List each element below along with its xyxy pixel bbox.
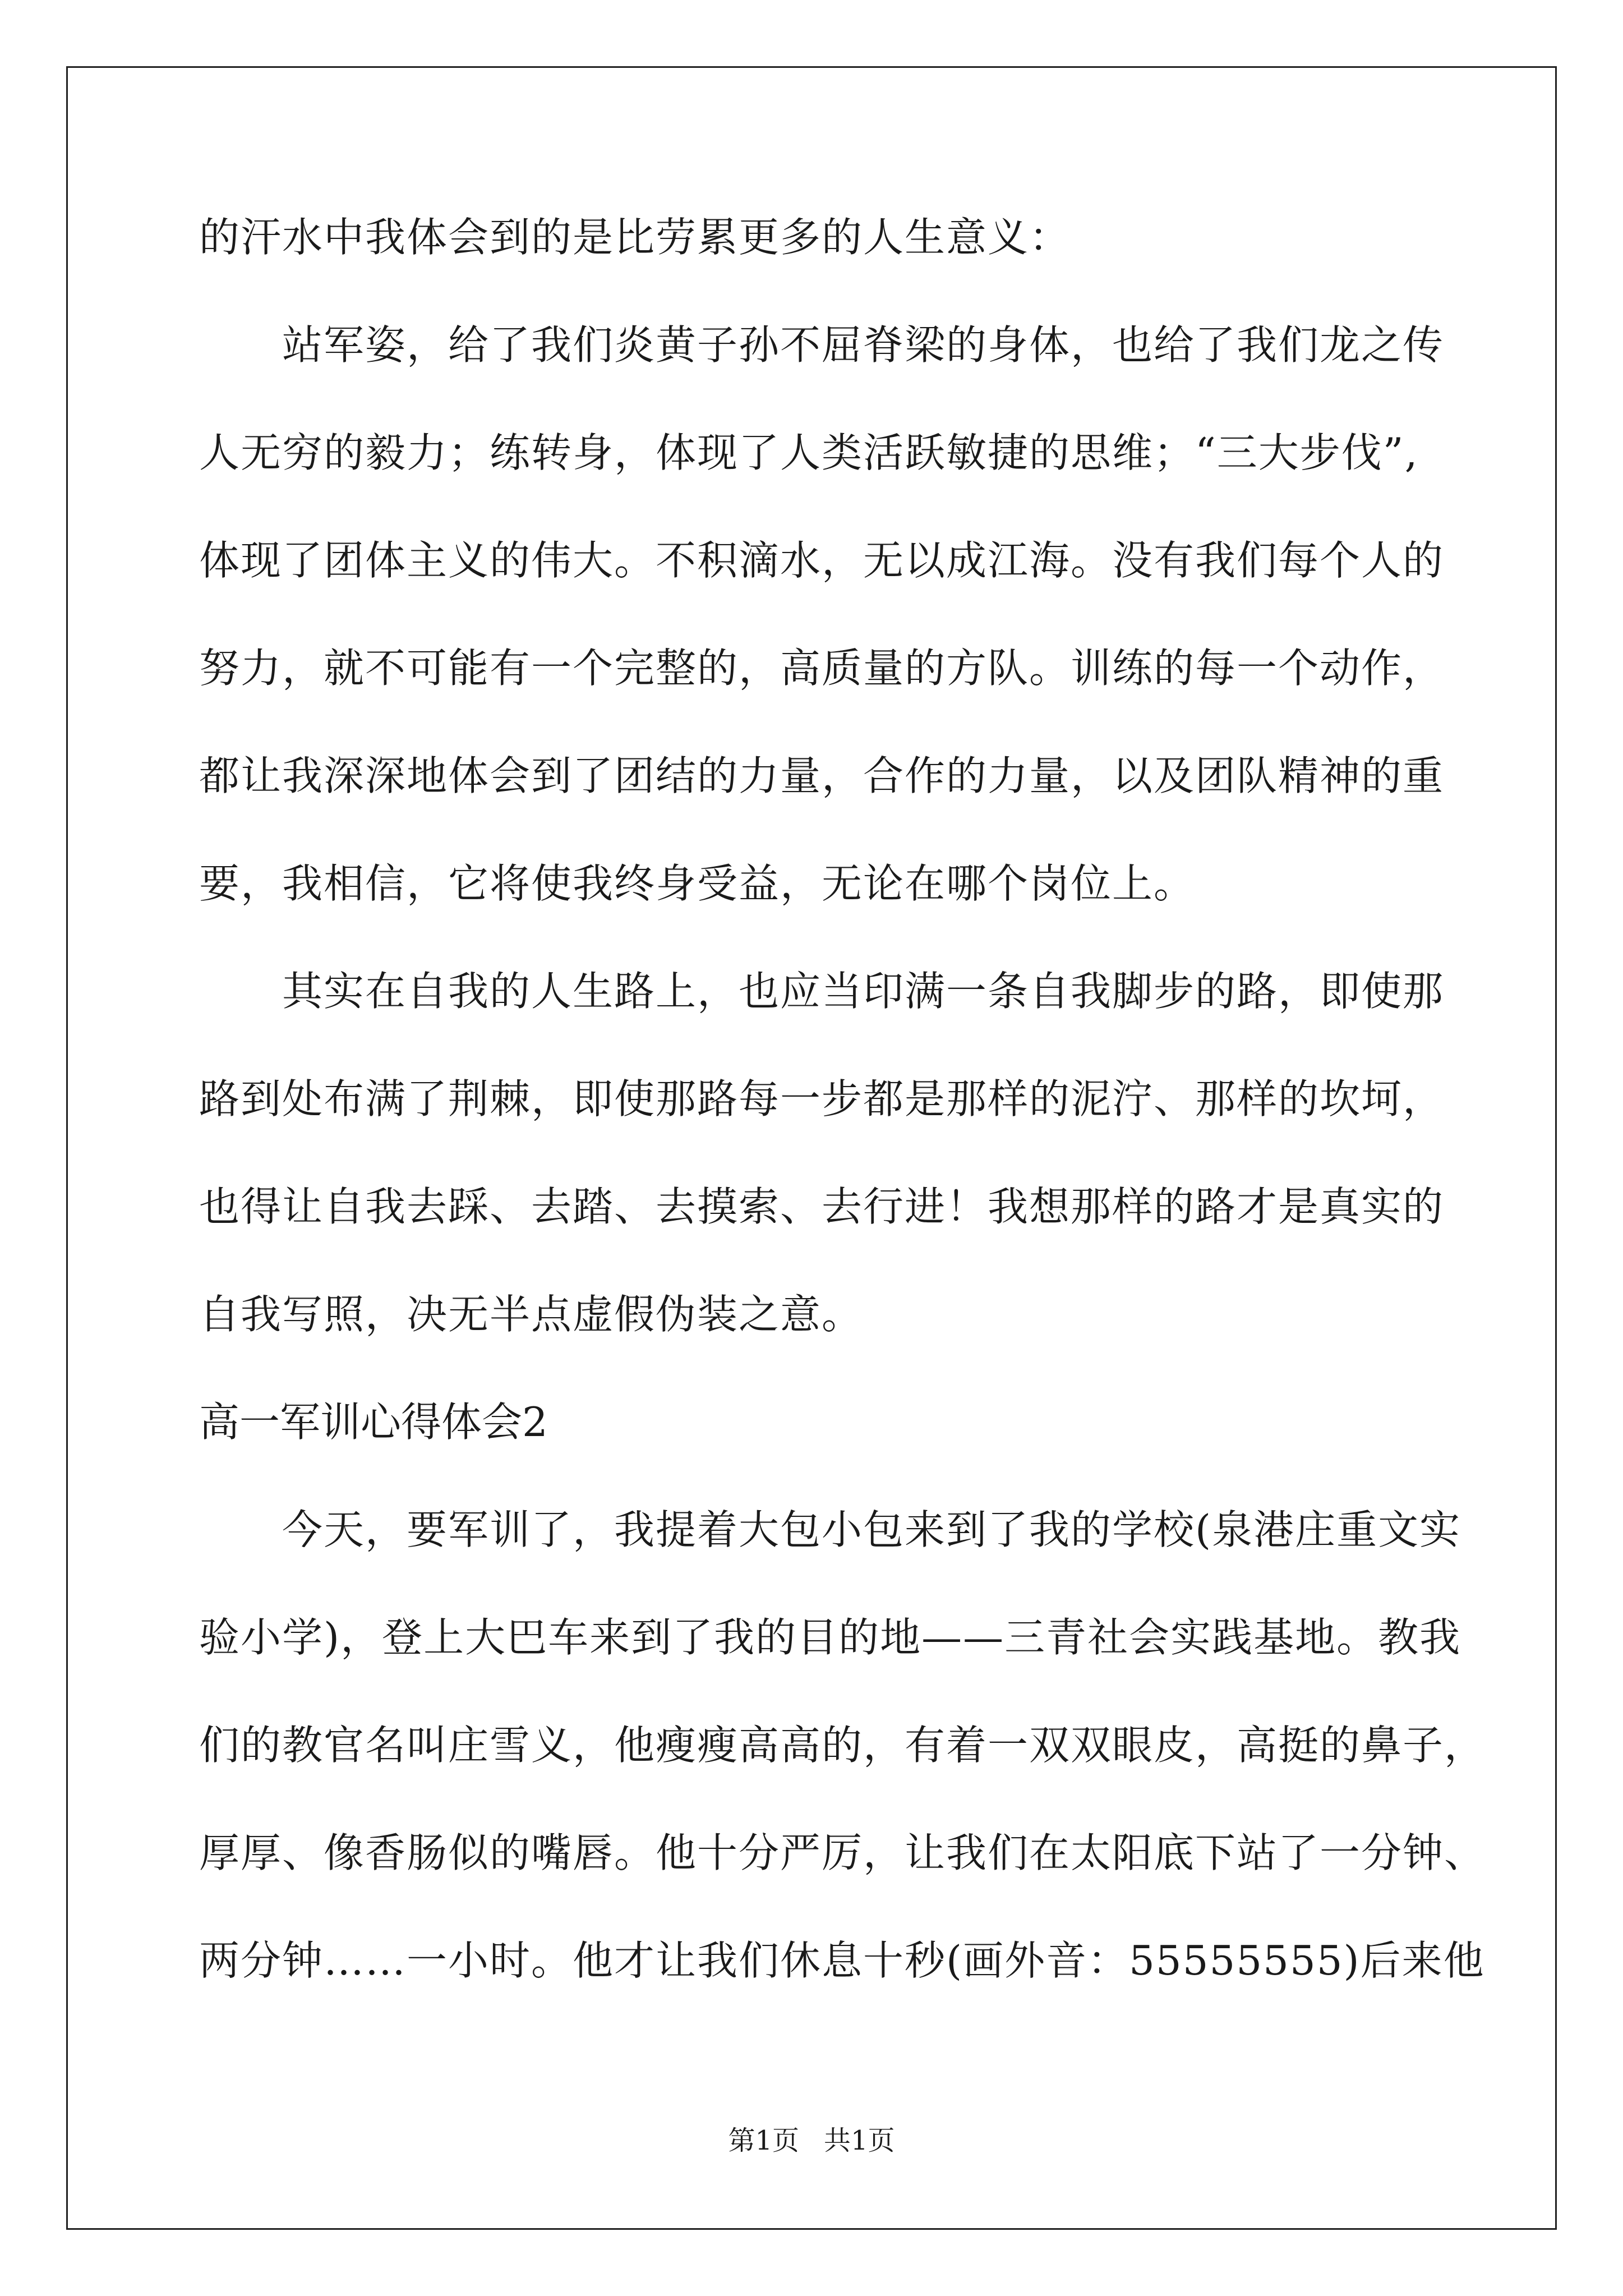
document-body	[199, 210, 1486, 2041]
paragraph-start-line: 站军姿，给了我们炎黄子孙不屈脊梁的身体，也给了我们龙之传	[282, 321, 1445, 369]
text-line: 体现了团体主义的伟大。不积滴水，无以成江海。没有我们每个人的	[199, 537, 1445, 584]
paragraph-start-line: 其实在自我的人生路上，也应当印满一条自我脚步的路，即使那	[282, 968, 1445, 1015]
text-line: 努力，就不可能有一个完整的，高质量的方队。训练的每一个动作，	[199, 645, 1445, 692]
text-line: 们的教官名叫庄雪义，他瘦瘦高高的，有着一双双眼皮，高挺的鼻子，	[199, 1722, 1486, 1769]
text-line: 厚厚、像香肠似的嘴唇。他十分严厉，让我们在太阳底下站了一分钟、	[199, 1829, 1486, 1876]
total-pages: 共1页	[824, 2125, 895, 2156]
text-line: 也得让自我去踩、去踏、去摸索、去行进！我想那样的路才是真实的	[199, 1183, 1445, 1230]
text-line: 自我写照，决无半点虚假伪装之意。	[199, 1291, 864, 1338]
paragraph-start-line: 今天，要军训了，我提着大包小包来到了我的学校(泉港庄重文实	[282, 1506, 1461, 1553]
section-heading: 高一军训心得体会2	[199, 1398, 548, 1446]
text-line: 验小学)，登上大巴车来到了我的目的地——三青社会实践基地。教我	[199, 1614, 1461, 1661]
text-line: 路到处布满了荆棘，即使那路每一步都是那样的泥泞、那样的坎坷，	[199, 1075, 1445, 1122]
text-line: 的汗水中我体会到的是比劳累更多的人生意义：	[199, 214, 1071, 261]
text-line: 人无穷的毅力；练转身，体现了人类活跃敏捷的思维；“三大步伐”,	[199, 429, 1419, 476]
page-number: 第1页	[728, 2125, 799, 2156]
text-line: 要，我相信，它将使我终身受益，无论在哪个岗位上。	[199, 860, 1196, 907]
page-footer	[0, 2124, 1623, 2157]
text-line: 都让我深深地体会到了团结的力量，合作的力量，以及团队精神的重	[199, 752, 1445, 799]
text-line: 两分钟……一小时。他才让我们休息十秒(画外音：55555555)后来他	[199, 1937, 1485, 1984]
